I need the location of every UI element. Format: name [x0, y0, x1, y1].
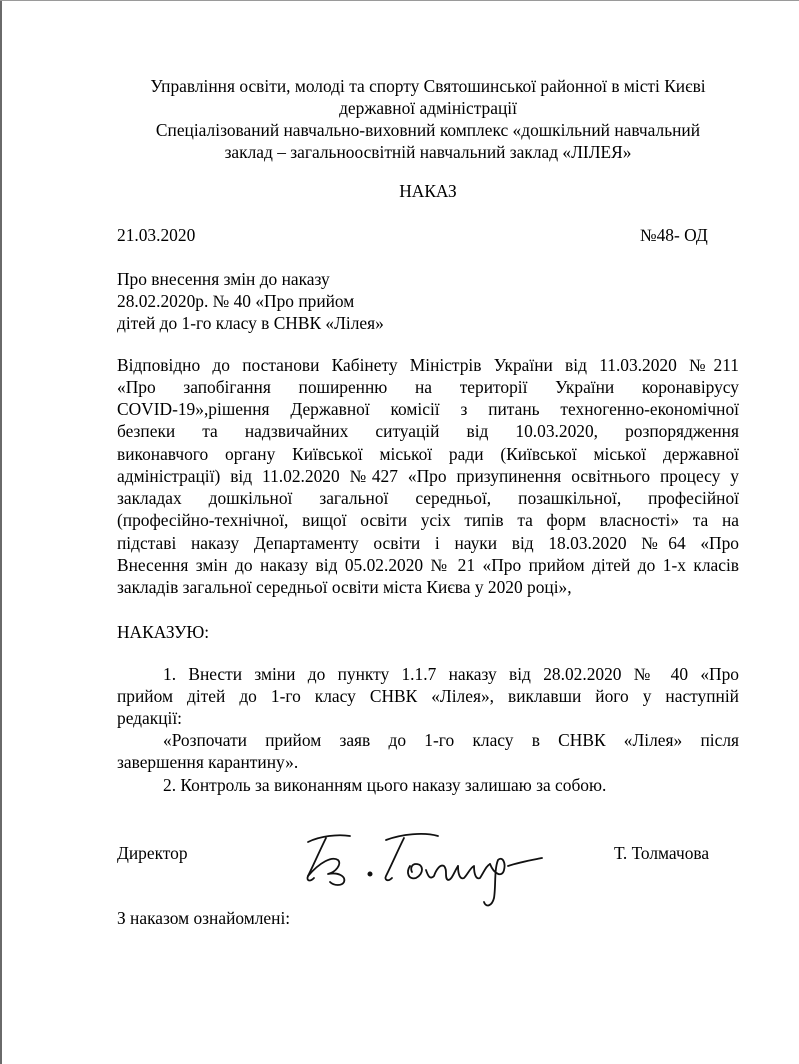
order-date: 21.03.2020	[117, 225, 196, 245]
subject-line-1: Про внесення змін до наказу	[117, 269, 330, 289]
handwritten-signature	[298, 826, 548, 918]
preamble-line: закладів загальної середньої освіти міста Києва у 2020 році»,	[117, 577, 572, 597]
preamble-line: безпеки та надзвичайних ситуацій від 10.03.2020, розпорядження	[117, 421, 739, 441]
preamble-line: Відповідно до постанови Кабінету Міністрів України від 11.03.2020 №211	[117, 355, 739, 375]
preamble-line: виконавчого органу Київської міської ради (Київської міської державної	[117, 444, 739, 464]
doc-type-title: НАКАЗ	[399, 181, 457, 201]
preamble-line: Внесення змін до наказу від 05.02.2020 № 21 «Про прийом дітей до 1-х класів	[117, 555, 739, 575]
subject-line-2: 28.02.2020р. № 40 «Про прийом	[117, 291, 355, 311]
preamble-line: «Про запобігання поширенню на території України коронавірусу	[117, 377, 739, 397]
quote-line-1: «Розпочати прийом заяв до 1-го класу в СНВК «Лілея» після	[163, 730, 739, 750]
preamble-line: адміністрації) від 11.02.2020 №427 «Про призупинення освітнього процесу у	[117, 466, 739, 486]
item-1-line-3: редакції:	[117, 708, 183, 728]
preamble-line: підставі наказу Департаменту освіти і науки від 18.03.2020 №64 «Про	[117, 533, 739, 553]
acknowledgement-label: З наказом ознайомлені:	[117, 908, 291, 928]
quote-line-2: завершення карантину».	[117, 752, 299, 772]
header-org-line-2: державної адміністрації	[339, 98, 517, 118]
header-school-line-2: заклад – загальноосвітній навчальний заклад «ЛІЛЕЯ»	[224, 142, 632, 162]
item-2: 2. Контроль за виконанням цього наказу залишаю за собою.	[163, 775, 607, 795]
order-word: НАКАЗУЮ:	[117, 622, 210, 642]
preamble-line: COVID-19»,рішення Державної комісії з питань техногенно-економічної	[117, 399, 739, 419]
signatory-title: Директор	[117, 843, 188, 863]
item-1-line-1: 1. Внести зміни до пункту 1.1.7 наказу від 28.02.2020 № 40 «Про	[163, 664, 739, 684]
header-school-line-1: Спеціалізований навчально-виховний комплекс «дошкільний навчальний	[155, 120, 701, 140]
preamble-line: закладах дошкільної загальної середньої, позашкільної, професійної	[117, 488, 739, 508]
subject-line-3: дітей до 1-го класу в СНВК «Лілея»	[117, 313, 384, 333]
item-1-line-2: прийом дітей до 1-го класу СНВК «Лілея», виклавши його у наступній	[117, 686, 739, 706]
order-number: №48- ОД	[640, 225, 708, 245]
preamble-line: (професійно-технічної, вищої освіти усіх типів та форм власності» та на	[117, 510, 739, 530]
signatory-name: Т. Толмачова	[614, 843, 710, 863]
header-org-line-1: Управління освіти, молоді та спорту Святошинської районної в місті Києві	[150, 76, 706, 96]
